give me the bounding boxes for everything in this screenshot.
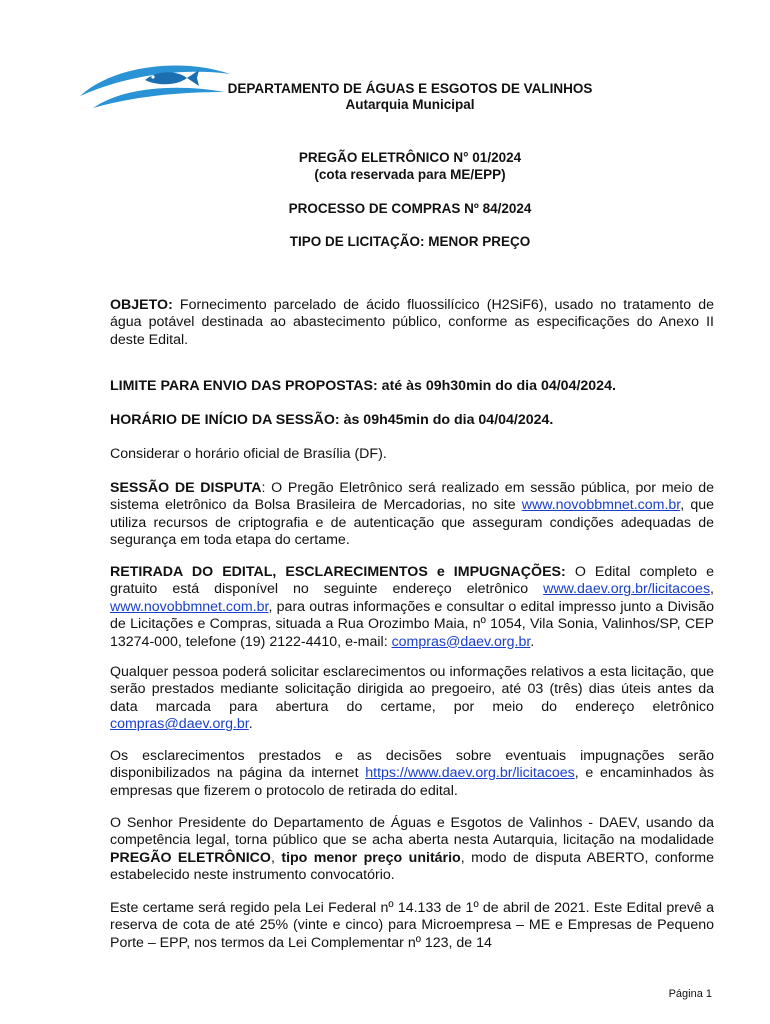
daev-licitacoes-https-link[interactable]: https://www.daev.org.br/licitacoes (365, 765, 575, 782)
retirada-label: RETIRADA DO EDITAL, ESCLARECIMENTOS e IMPUGNAÇÕES: (110, 564, 566, 580)
horario-sessao: HORÁRIO DE INÍCIO DA SESSÃO: às 09h45min do dia 04/04/2024. (110, 412, 554, 428)
tipo-licitacao: TIPO DE LICITAÇÃO: MENOR PREÇO (289, 234, 531, 249)
novobbmnet-link[interactable]: www.novobbmnet.com.br (521, 497, 681, 514)
daev-licitacoes-link[interactable]: www.daev.org.br/licitacoes (543, 581, 711, 598)
compras-email-link[interactable]: compras@daev.org.br (391, 633, 531, 650)
processo-title: PROCESSO DE COMPRAS Nº 84/2024 (288, 201, 532, 216)
limite-propostas: LIMITE PARA ENVIO DAS PROPOSTAS: até às 09h30min do dia 04/04/2024. (110, 378, 616, 394)
certame-paragraph: Este certame será regido pela Lei Federal nº 14.133 de 1º de abril de 2021. Este Edital prevê a reserva de cota de até 25% (vinte e cinco) para Microempresa – ME e Empresas de Pequeno Porte – EPP, nos termos da Lei Complementar nº 123, de 14 (110, 900, 714, 951)
compras-email-link[interactable]: compras@daev.org.br (110, 716, 249, 733)
objeto-paragraph: OBJETO: Fornecimento parcelado de ácido fluossilícico (H2SiF6), usado no tratamento de água potável destinada ao abastecimento público, conforme as especificações do Anexo II deste Edital. (110, 297, 714, 348)
objeto-label: OBJETO: (110, 297, 173, 313)
retirada-edital-paragraph: RETIRADA DO EDITAL, ESCLARECIMENTOS e IMPUGNAÇÕES: O Edital completo e gratuito está disponível no seguinte endereço eletrônico www.daev.org.br/licitacoes, www.novobbmnet.com.br, para outras informações e consultar o edital impresso junto a Divisão de Licitações e Compras, situada a Rua Orozimbo Maia, nº 1054, Vila Sonia, Valinhos/SP, CEP 13274-000, telefone (19) 2122-4410, e-mail: compras@daev.org.br. (110, 564, 714, 650)
esclarecimentos-paragraph: Os esclarecimentos prestados e as decisões sobre eventuais impugnações serão disponibilizados na página da internet https://www.daev.org.br/licitacoes, e encaminhados às empresas que fizerem o protocolo de retirada do edital. (110, 748, 714, 799)
qualquer-pessoa-paragraph: Qualquer pessoa poderá solicitar esclarecimentos ou informações relativos a esta licitação, que serão prestados mediante solicitação dirigida ao pregoeiro, até 03 (três) dias úteis antes da data marcada para abertura do certame, por meio do endereço eletrônico compras@daev.org.br. (110, 664, 714, 733)
pregao-title: PREGÃO ELETRÔNICO N° 01/2024 (298, 150, 522, 165)
novobbmnet-link[interactable]: www.novobbmnet.com.br (110, 598, 269, 615)
page-number: Página 1 (668, 988, 712, 1000)
org-name: DEPARTAMENTO DE ÁGUAS E ESGOTOS DE VALINHOS (227, 81, 593, 96)
sessao-disputa-paragraph: SESSÃO DE DISPUTA: O Pregão Eletrônico será realizado em sessão pública, por meio de sistema eletrônico da Bolsa Brasileira de Mercadorias, no site www.novobbmnet.com.br, que utiliza recursos de criptografia e de autenticação que asseguram condições adequadas de segurança em toda etapa do certame. (110, 480, 714, 549)
org-subtitle: Autarquia Municipal (345, 97, 475, 112)
considerar-horario: Considerar o horário oficial de Brasília (DF). (110, 446, 387, 462)
sessao-label: SESSÃO DE DISPUTA (110, 480, 262, 496)
senhor-presidente-paragraph: O Senhor Presidente do Departamento de Águas e Esgotos de Valinhos - DAEV, usando da competência legal, torna público que se acha aberta nesta Autarquia, licitação na modalidade PREGÃO ELETRÔNICO, tipo menor preço unitário, modo de disputa ABERTO, conforme estabelecido neste instrumento convocatório. (110, 815, 714, 884)
pregao-subtitle: (cota reservada para ME/EPP) (314, 167, 506, 182)
